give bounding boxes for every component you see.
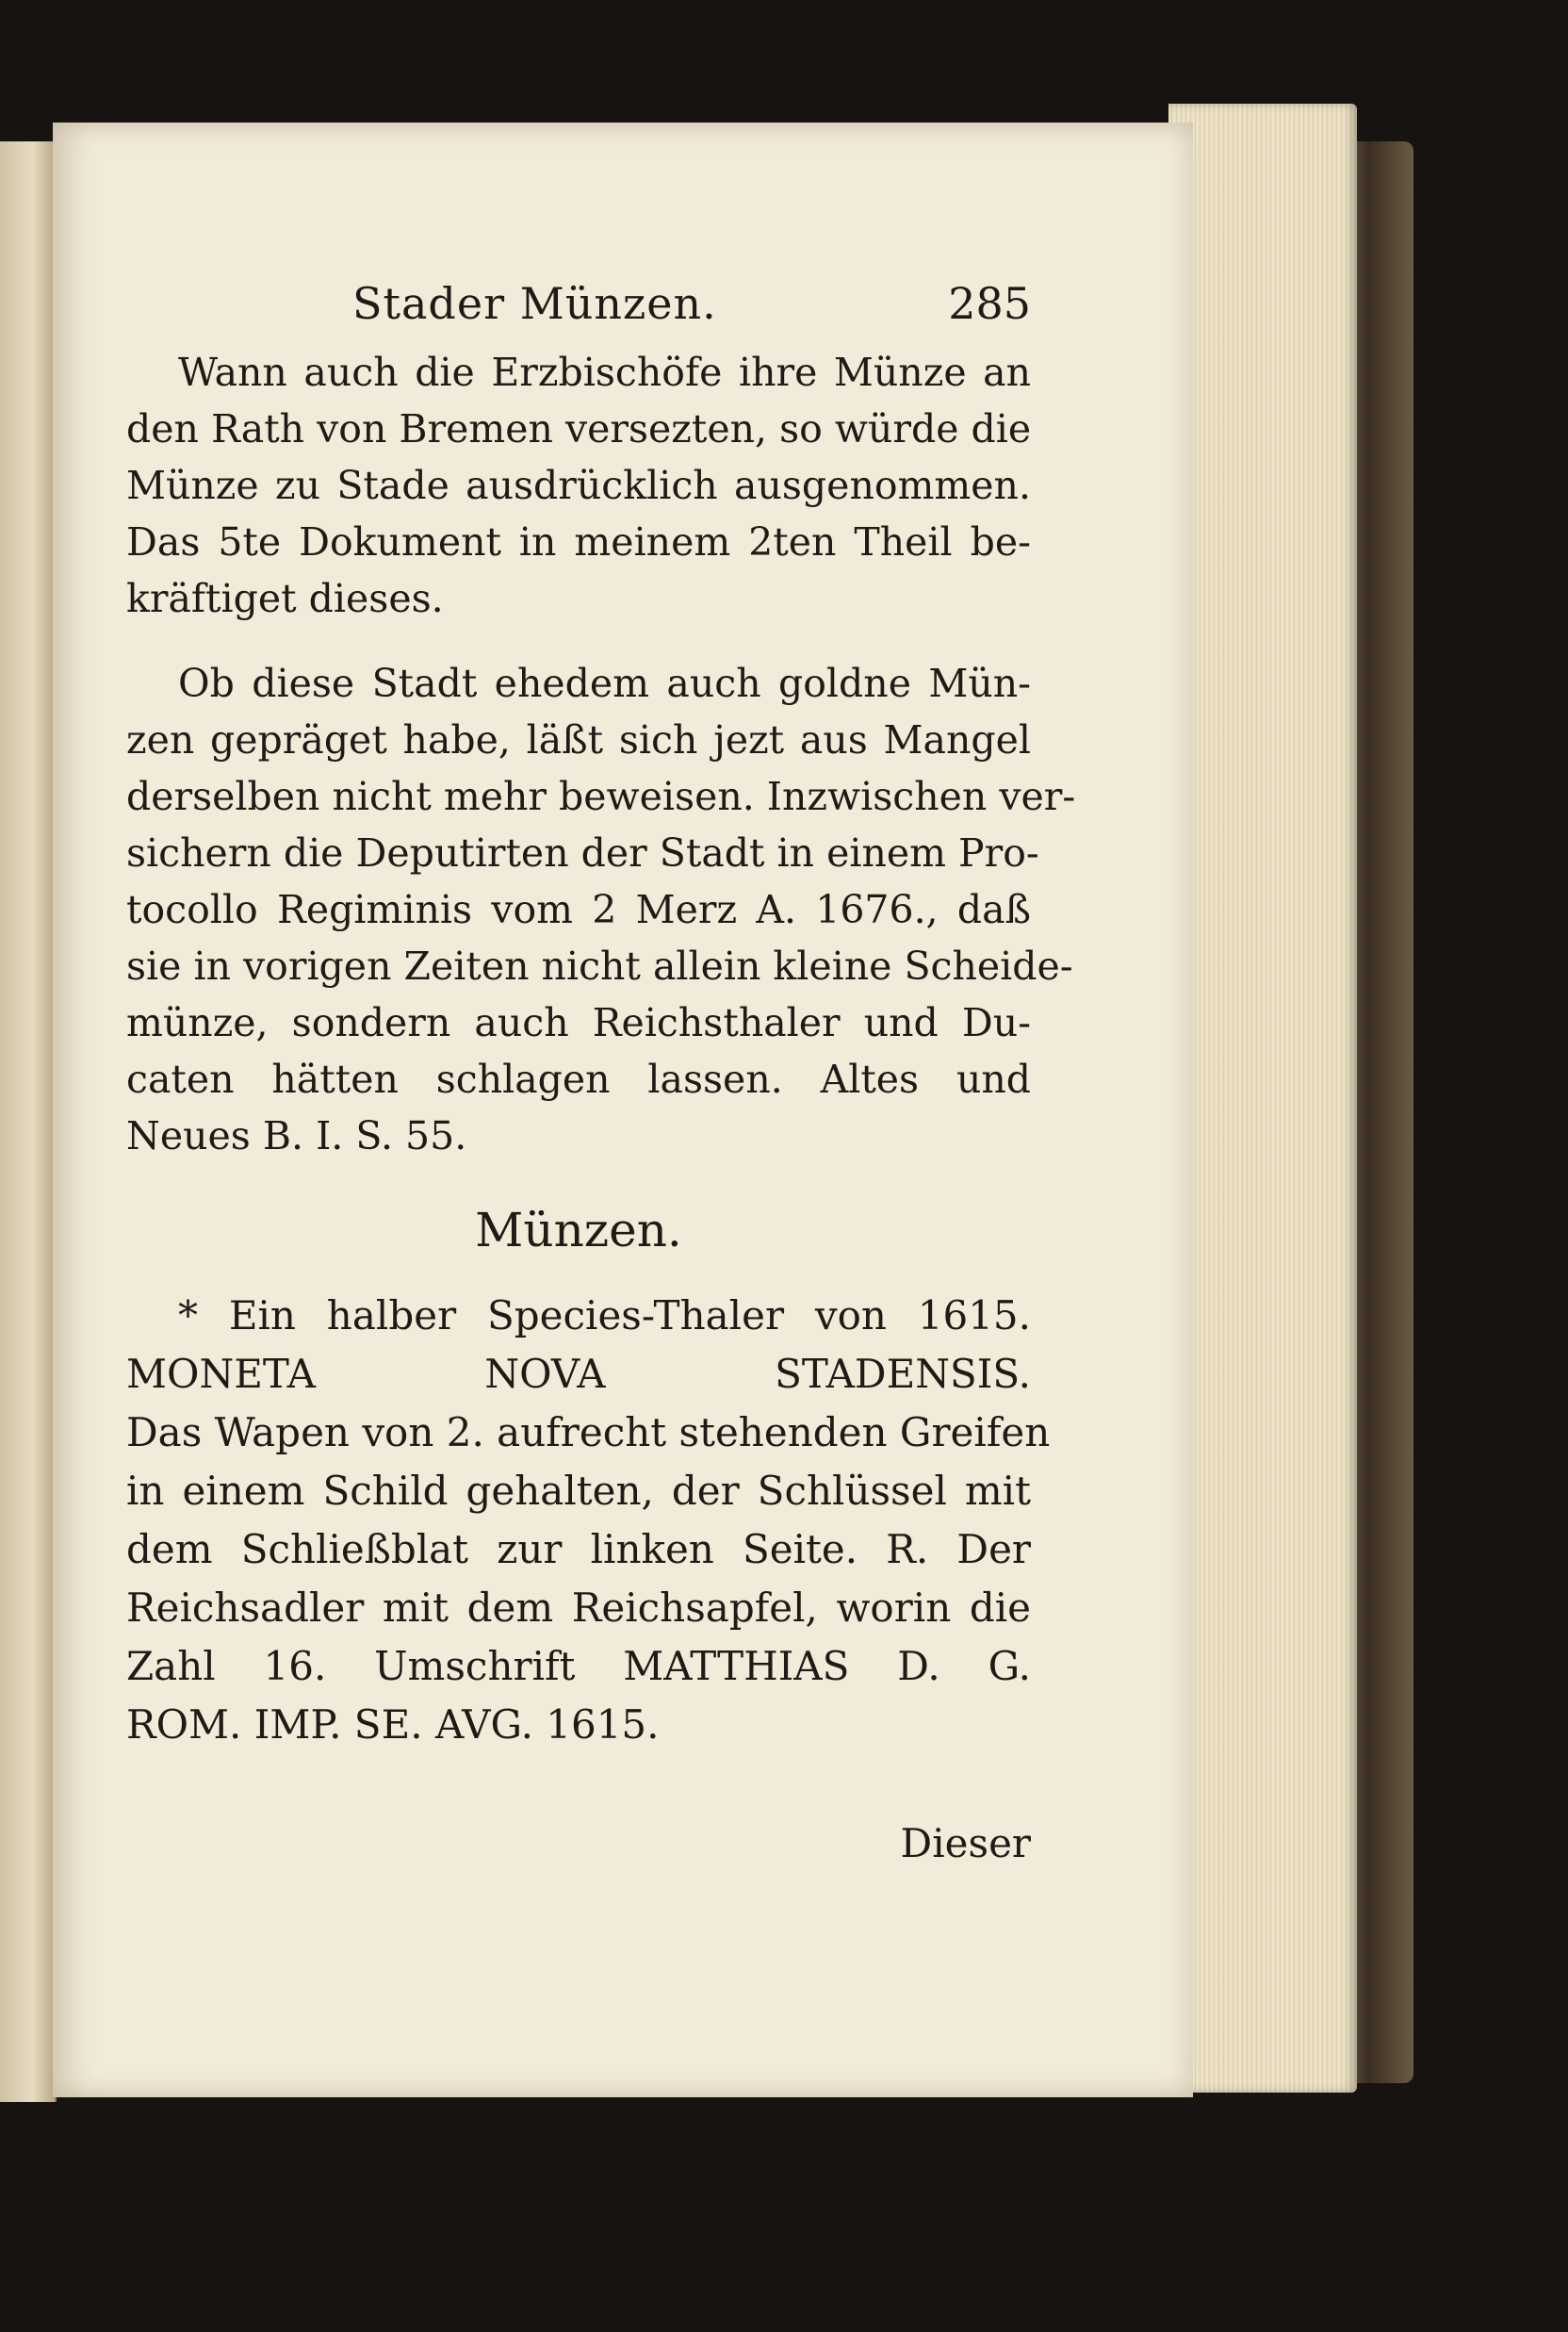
text-line: tocollo Regiminis vom 2 Merz A. 1676., daß — [126, 887, 1031, 932]
page-number: 285 — [948, 278, 1031, 329]
running-head-title: Stader Münzen. — [352, 278, 717, 329]
text-line: Wann auch die Erzbischöfe ihre Münze an — [178, 350, 1031, 395]
left-page-edge — [0, 141, 57, 2102]
text-line: sie in vorigen Zeiten nicht allein kleine Scheide- — [126, 944, 1073, 989]
text-line: Neues B. I. S. 55. — [126, 1113, 467, 1158]
text-line: Zahl 16. Umschrift MATTHIAS D. G. — [126, 1643, 1031, 1689]
coin-entry — [126, 1287, 1051, 1754]
section-heading: Münzen. — [475, 1203, 682, 1257]
text-line: MONETA NOVA STADENSIS. — [126, 1351, 1031, 1397]
text-line: Ob diese Stadt ehedem auch goldne Mün- — [178, 661, 1031, 706]
text-line: * Ein halber Species-Thaler von 1615. — [178, 1292, 1031, 1338]
text-line: Das Wapen von 2. aufrecht stehenden Greifen — [126, 1409, 1051, 1455]
paragraph-1 — [126, 344, 1031, 627]
running-head — [126, 278, 1031, 344]
text-line: münze, sondern auch Reichsthaler und Du- — [126, 1000, 1031, 1045]
catchword: Dieser — [900, 1820, 1031, 1866]
text-line: caten hätten schlagen lassen. Altes und — [126, 1057, 1031, 1102]
page-stack-edge — [1168, 104, 1357, 2093]
text-line: den Rath von Bremen versezten, so würde die — [126, 406, 1032, 452]
text-line: ROM. IMP. SE. AVG. 1615. — [126, 1701, 660, 1748]
text-line: zen gepräget habe, läßt sich jezt aus Mangel — [126, 717, 1031, 763]
paragraph-2 — [126, 655, 1076, 1164]
book-page — [53, 123, 1193, 2097]
text-line: Das 5te Dokument in meinem 2ten Theil be- — [126, 519, 1031, 565]
text-line: derselben nicht mehr beweisen. Inzwischen ver- — [126, 774, 1076, 819]
text-column — [126, 278, 1076, 1866]
text-line: Reichsadler mit dem Reichsapfel, worin die — [126, 1585, 1031, 1631]
text-line: Münze zu Stade ausdrücklich ausgenommen. — [126, 463, 1031, 508]
text-line: sichern die Deputirten der Stadt in einem Pro- — [126, 830, 1039, 876]
text-line: dem Schließblat zur linken Seite. R. Der — [126, 1526, 1031, 1572]
text-line: kräftiget dieses. — [126, 576, 444, 621]
text-line: in einem Schild gehalten, der Schlüssel mit — [126, 1468, 1031, 1514]
